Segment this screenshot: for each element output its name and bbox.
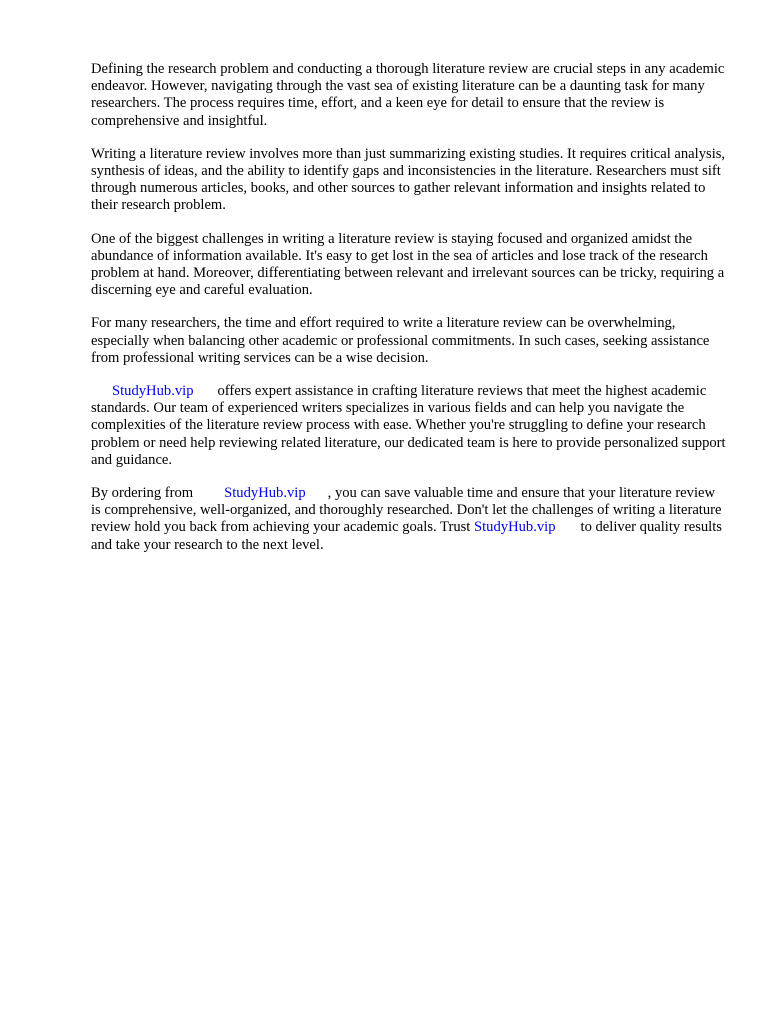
paragraph-1: Defining the research problem and conducting a thorough literature review are crucial steps in any academic endeavor. However, navigating through the vast sea of existing literature can be a daunting task for many researchers. The process requires time, effort, and a keen eye for detail to ensure that the review is comprehensive and insightful. [91, 61, 725, 129]
studyhub-link[interactable]: StudyHub.vip [112, 383, 194, 400]
studyhub-link-inline[interactable]: StudyHub.vip [224, 485, 306, 502]
paragraph-5-text: offers expert assistance in crafting literature reviews that meet the highest academic standards. Our team of experienced writers specializes in various fields and can help you navigate the complexities of the literature review process with ease. Whether you're struggling to define your research problem or need help reviewing related literature, our dedicated team is here to provide personalized support and guidance. [91, 383, 726, 468]
paragraph-4: For many researchers, the time and effort required to write a literature review can be overwhelming, especially when balancing other academic or professional commitments. In such cases, seeking assistance from professional writing services can be a wise decision. [91, 315, 710, 366]
paragraph-2: Writing a literature review involves more than just summarizing existing studies. It requires critical analysis, synthesis of ideas, and the ability to identify gaps and inconsistencies in the literature. Researchers must sift through numerous articles, books, and other sources to gather relevant information and insights related to their research problem. [91, 145, 726, 214]
paragraph-5 [91, 383, 727, 469]
studyhub-link-trust[interactable]: StudyHub.vip [474, 519, 556, 536]
document-body [91, 61, 727, 570]
paragraph-6 [91, 485, 727, 554]
paragraph-6-after: to deliver quality results and take your research to the next level. [91, 519, 722, 553]
paragraph-3: One of the biggest challenges in writing a literature review is staying focused and organized amidst the abundance of information available. It's easy to get lost in the sea of articles and lose track of the research problem at hand. Moreover, differentiating between relevant and irrelevant sources can be tricky, requiring a discerning eye and careful evaluation. [91, 230, 725, 299]
paragraph-6-before: By ordering from [91, 485, 194, 502]
paragraph-6-middle: , you can save valuable time and ensure that your literature review is comprehensive, well-organized, and thoroughly researched. Don't let the challenges of writing a literature review hold you back from achieving your academic goals. Trust [91, 485, 722, 536]
